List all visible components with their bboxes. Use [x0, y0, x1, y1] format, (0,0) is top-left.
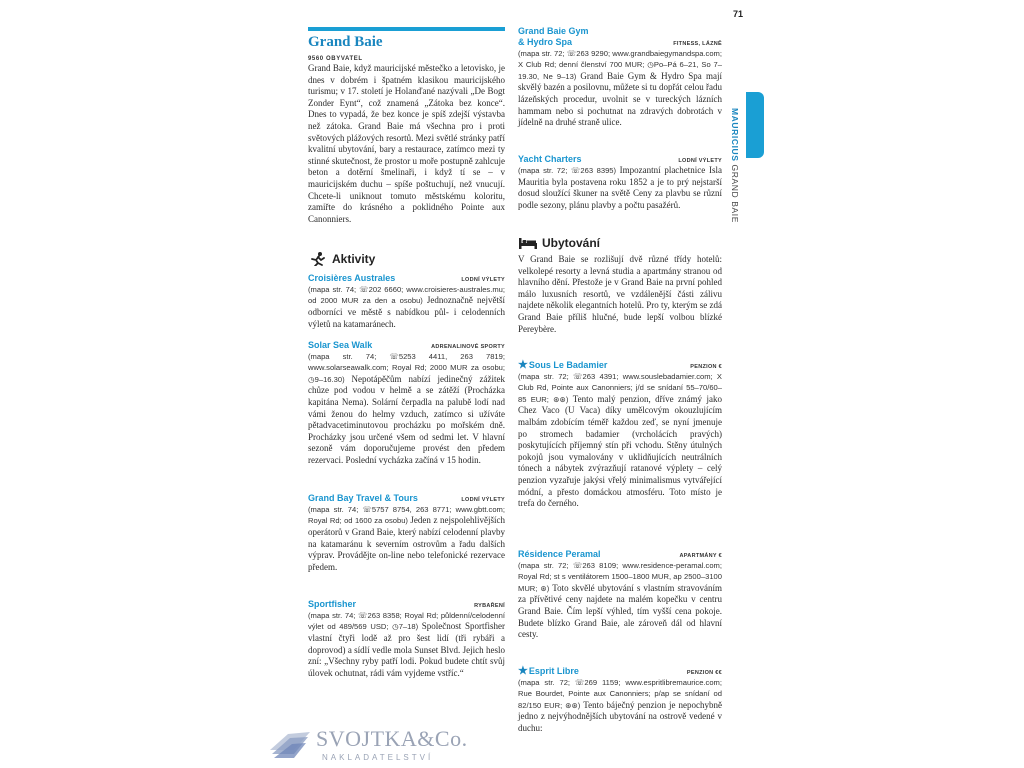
entry-info-text: (mapa str. 72; ☏263 8109; www.residence-peramal.com; Royal Rd; st s ventilátorem 1500–1800 MUR, ap 2500–3100 MUR; ⊛) [518, 561, 722, 593]
entry-name: Sous Le Badamier [528, 360, 608, 370]
entry-description: Jednoznačně největší odborníci ve městě s nabídkou půl- i celodenních výletů na katamaránech. [308, 295, 505, 329]
entry-category: ADRENALINOVÉ SPORTY [431, 344, 505, 350]
entry-name: Croisières Australes [308, 273, 396, 283]
page-number: 71 [733, 9, 744, 19]
entry-name-line2: & Hydro Spa [518, 37, 573, 47]
entry-info-text: (mapa str. 74; ☏263 8358; Royal Rd; půldenní/celodenní výlet od 489/569 USD; ◷7–18) [308, 611, 505, 632]
entry-info [518, 48, 722, 129]
entry-info [518, 560, 722, 641]
running-icon [308, 252, 328, 266]
entry-description: Nepotápěčům nabízí jedinečný zážitek chůze pod vodou v helmě a se zátěží (Procházka kapitána Nema). Solární čerpadla na palubě lodí nad vámi ženou do helmy vzduch, zatímco si užíváte pětadvacetiminutovou procházku po mořském dně. Procházky jsou určené všem od sedmi let. V hlavní sezoně vám doporučujeme provést den předem rezervaci. Poslední vycházka začíná v 15 hodin. [308, 373, 505, 465]
entry-description: Grand Baie Gym & Hydro Spa mají skvělý bazén a posilovnu, můžete si tu dopřát celou řadu lázeňských procedur, uvolnit se v tureckých lázních hammam nebo si pochutnat na zdravých dobrotách v jídelně na druhé straně ulice. [518, 70, 722, 128]
entry-category: LODNÍ VÝLETY [461, 277, 505, 283]
entry-info-text: (mapa str. 72; ☏269 1159; www.espritlibremaurice.com; Rue Bourdet, Pointe aux Canonniers; p/ap se snídaní od 82/150 EUR; ⊛⊛) [518, 678, 722, 710]
entry-name: Grand Baie Gym [518, 26, 589, 36]
entry-info-text: (mapa str. 74; ☏5253 4411, 263 7819; www.solarseawalk.com; Royal Rd; 2000 MUR za osobu; ◷9–16.30) [308, 352, 505, 384]
publisher-name: SVOJTKA&Co. [316, 726, 468, 751]
entry-description: Tento malý penzion, dříve známý jako Chez Vaco (U Vaca) díky umělcovým okouzlujícím malbám zdobícím téměř každou zeď, se nyní jmenuje po stromech badamier (vrcholácích pravých) poskytujících příjemný stín při vchodu. Stěny útulných pokojů jsou vymalovány v uklidňujících neutrálních tónech a nábytek zvýrazňují ratanové výplety – celý penzion vyzařuje jakýsi vřelý minimalismus vytvářející módní, a přesto domáckou atmosféru. Toto místo je trefa do černého. [518, 393, 722, 509]
section-aktivity [308, 252, 375, 266]
entry-info-text: (mapa str. 72; ☏263 9290; www.grandbaiegymandspa.com; X Club Rd; denní členství 700 MUR; ◷Po–Pá 6–21, So 7–19.30, Ne 9–13) [518, 49, 722, 81]
section-title: Ubytování [542, 236, 601, 250]
star-icon: ★ [518, 359, 528, 371]
entry-info-text: (mapa str. 72; ☏263 4391; www.souslebadamier.com; X Club Rd, Pointe aux Canonniers; j/d se snídaní 55–70/60–85 EUR; ⊛⊛) [518, 372, 722, 404]
side-label-text [730, 108, 740, 223]
entry-info-text: (mapa str. 74; ☏202 6660; www.croisieres-australes.mu; od 2000 MUR za den a osobu) [308, 285, 505, 306]
entry-category: APARTMÁNY € [679, 553, 722, 559]
entry-info [518, 677, 722, 735]
side-label-country: MAURICIUS [730, 108, 740, 162]
entry-info [518, 371, 722, 510]
star-icon: ★ [518, 665, 528, 677]
entry-info [308, 504, 505, 573]
entry [308, 599, 505, 679]
side-label [726, 108, 746, 258]
entry-name: Solar Sea Walk [308, 340, 373, 350]
entry-category: LODNÍ VÝLETY [461, 497, 505, 503]
entry-category: PENZION € [690, 364, 722, 370]
title-bar [308, 27, 505, 31]
entry-info [308, 351, 505, 467]
entry-info-text: (mapa str. 74; ☏5757 8754, 263 8771; www.gbtt.com; Royal Rd; od 1600 za osobu) [308, 505, 505, 526]
entry-info [518, 165, 722, 211]
entry [308, 273, 505, 330]
entry-name: Yacht Charters [518, 154, 582, 164]
book-logo-icon [268, 724, 312, 762]
intro-text: Grand Baie, když mauricijské městečko a letovisko, je dnes v dobrém i špatném klasikou mauricijského turismu; v 17. století je Holanďané nazývali „De Bogt Zonder Eynt“, což znamená „Zátoka bez konce“. Dnes to vypadá, že bez konce je spíš zdejší výstavba než zátoka. Grand Baie má všechna pro i proti světových plážových resortů. Mezi světlé stránky patří kvalitní ubytování, bary a restaurace, zatímco mezi ty stinné skutečnost, že prostor u moře postupně zahlcuje beton a dotěrní šmelinaři, i když tí se – v mauricijském duchu – spíše poštuchují, než vnucují. Chcete-li uniknout tomuto městskému koloritu, zamiřte do krásného a poklidného Pointe aux Canonniers. [308, 63, 505, 224]
entry-description: Jeden z nejspolehlivějších operátorů v Grand Baie, který nabízí celodenní plavby na katamaránu k severním ostrovům a řadu dalších výprav. Provádějte on-line nebo telefonické rezervace předem. [308, 515, 505, 572]
entry [518, 26, 722, 129]
section-title: Aktivity [332, 252, 376, 266]
bed-icon [518, 236, 538, 250]
entry-info [308, 284, 505, 330]
entry-category: PENZION €€ [686, 670, 722, 676]
publisher-subtitle: NAKLADATELSTVÍ [322, 753, 434, 762]
entry-name: Grand Bay Travel & Tours [308, 493, 418, 503]
side-tab [746, 92, 764, 158]
section-ubytovani [518, 236, 600, 250]
entry-description: Tento báječný penzion je nepochybně jedno z nejvýhodnějších ubytování na ostrově vedené v duchu: [518, 699, 722, 733]
entry-category: RYBAŘENÍ [474, 603, 505, 609]
entry-info [308, 610, 505, 679]
publisher-watermark [268, 722, 468, 768]
entry [518, 154, 722, 211]
entry-category: LODNÍ VÝLETY [678, 158, 722, 164]
entry [308, 493, 505, 573]
entry-description: Společnost Sportfisher vlastní čtyři lodě až pro šest lidí (tři rybáři a doprovod) a sídlí vedle mola Sunset Blvd. Jejich heslo zní: „Všechny ryby patří lodi. Pokud budete chtít svůj úlovek ochutnat, rádi vám vyjdeme vstříc.“ [308, 621, 505, 678]
entry-name: Sportfisher [308, 599, 357, 609]
entry [308, 340, 505, 467]
entry-category: FITNESS, LÁZNĚ [673, 41, 722, 47]
entry-description: Impozantní plachetnice Isla Mauritia byla postavena roku 1852 a je to prý nejstarší dosud sloužící škuner na světě Ceny za plavbu se různí podle sezony, plánu plavby a počtu pasažérů. [518, 165, 722, 210]
population: 9560 OBYVATEL [308, 56, 363, 62]
section-intro: V Grand Baie se rozlišují dvě různé třídy hotelů: velkolepé resorty a levná studia a apartmány stranou od hlavního dění. Přestože je v Grand Baie na první pohled málo luxusních resortů, ve vzdálenější části zálivu najdete několik elegantních hotelů. Pro ty, kterým se zdá Grand Baie příliš hlučné, bude lepší volbou blízké Pereybère. [518, 254, 722, 334]
entry-info-text: (mapa str. 72; ☏263 8395) [518, 166, 617, 175]
entry-name: Esprit Libre [528, 666, 579, 676]
entry [518, 549, 722, 641]
side-label-section: GRAND BAIE [730, 164, 740, 223]
entry [518, 666, 722, 735]
page-title: Grand Baie [308, 34, 383, 50]
entry-name: Résidence Peramal [518, 549, 601, 559]
entry-description: Toto skvělé ubytování s vlastním stravováním za přívětivé ceny najdete na malém kopečku v centru Grand Baie. Čím lepší výhled, tím vyšší cena pokoje. Budete blízko Grand Baie, ale zároveň dál od hlavní cesty. [518, 582, 722, 640]
entry [518, 360, 722, 510]
